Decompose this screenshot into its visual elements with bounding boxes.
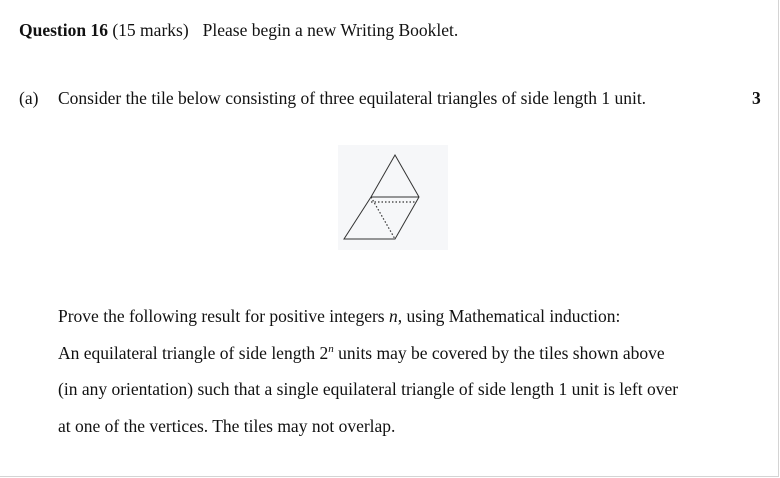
part-a-marks: 3 (752, 88, 761, 108)
part-a-text: Consider the tile below consisting of three equilateral triangles of side length 1 unit. (58, 88, 647, 108)
p2-text-after: units may be covered by the tiles shown above (333, 343, 665, 363)
tile-figure (338, 145, 448, 250)
question-instruction: Please begin a new Writing Booklet. (202, 20, 459, 40)
question-header (19, 20, 458, 40)
p2-text-before: An equilateral triangle of side length 2 (58, 343, 329, 363)
body-line-1 (58, 306, 620, 326)
body-line-4: at one of the vertices. The tiles may not overlap. (58, 416, 396, 436)
body-line-2 (58, 343, 665, 363)
part-a-label: (a) (19, 88, 39, 108)
p1-text-before: Prove the following result for positive integers (58, 306, 389, 326)
p1-variable: n (388, 306, 398, 326)
p1-text-after: , using Mathematical induction: (397, 306, 621, 326)
body-line-3: (in any orientation) such that a single equilateral triangle of side length 1 unit is left over (58, 379, 679, 399)
p2-exponent: n (328, 343, 334, 355)
question-marks: (15 marks) (112, 20, 189, 40)
question-number: Question 16 (19, 20, 108, 40)
